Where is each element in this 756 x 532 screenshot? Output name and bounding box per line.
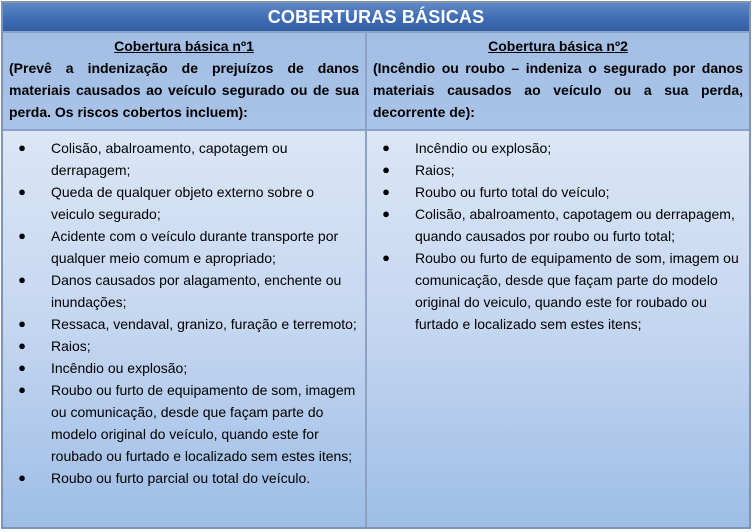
list-item-text: Raios; [51,338,91,354]
coverage-description: (Prevê a indenização de prejuízos de danos materiais causados ao veículo segurado ou de sua perda. Os riscos cobertos incluem): [9,60,359,120]
coverage-column-1 [3,33,367,527]
bullet-icon: ● [18,382,26,397]
list-item [17,335,357,357]
coverage-table [1,1,751,529]
coverage-list [381,137,741,335]
list-item-text: Raios; [415,162,455,178]
coverage-description: (Incêndio ou roubo – indeniza o segurado por danos materiais causados ao veículo ou a sua perda, decorrente de): [373,60,743,120]
coverage-items-cell [3,131,365,527]
list-item [381,203,741,247]
bullet-icon: ● [18,184,26,199]
list-item-text: Danos causados por alagamento, enchente ou inundações; [51,272,342,310]
list-item [17,467,357,489]
table-title-bar [3,3,749,33]
list-item [381,159,741,181]
bullet-icon: ● [382,162,390,177]
coverage-heading: Cobertura básica nº2 [488,38,628,54]
list-item [381,247,741,335]
list-item-text: Incêndio ou explosão; [51,360,188,376]
bullet-icon: ● [18,316,26,331]
bullet-icon: ● [18,470,26,485]
list-item-text: Roubo ou furto total do veículo; [415,184,610,200]
bullet-icon: ● [382,184,390,199]
table-title: COBERTURAS BÁSICAS [267,6,485,27]
list-item-text: Roubo ou furto parcial ou total do veículo. [51,470,311,486]
list-item [17,137,357,181]
list-item-text: Queda de qualquer objeto externo sobre o veiculo segurado; [51,184,315,222]
coverage-header-cell [3,33,365,131]
list-item-text: Roubo ou furto de equipamento de som, imagem ou comunicação, desde que façam parte do modelo original do veiculo, quando este for roubado ou furtado e localizado sem estes itens; [415,250,739,332]
bullet-icon: ● [382,250,390,265]
list-item-text: Ressaca, vendaval, granizo, furação e terremoto; [51,316,357,332]
bullet-icon: ● [18,140,26,155]
list-item [381,137,741,159]
bullet-icon: ● [18,228,26,243]
list-item [17,357,357,379]
list-item [17,379,357,467]
list-item-text: Colisão, abalroamento, capotagem ou derrapagem, quando causados por roubo ou furto total; [415,206,735,244]
coverage-items-cell [367,131,749,527]
bullet-icon: ● [18,338,26,353]
bullet-icon: ● [382,140,390,155]
list-item [17,225,357,269]
coverage-header-cell [367,33,749,131]
list-item [17,313,357,335]
list-item-text: Roubo ou furto de equipamento de som, imagem ou comunicação, desde que façam parte do modelo original do veículo, quando este for roubado ou furtado e localizado sem estes itens; [51,382,356,464]
list-item-text: Incêndio ou explosão; [415,140,552,156]
coverage-heading: Cobertura básica nº1 [114,38,254,54]
bullet-icon: ● [382,206,390,221]
coverage-column-2 [367,33,749,527]
list-item-text: Acidente com o veículo durante transporte por qualquer meio comum e apropriado; [51,228,339,266]
list-item [381,181,741,203]
coverage-list [17,137,357,489]
list-item [17,181,357,225]
list-item-text: Colisão, abalroamento, capotagem ou derrapagem; [51,140,288,178]
bullet-icon: ● [18,272,26,287]
bullet-icon: ● [18,360,26,375]
list-item [17,269,357,313]
